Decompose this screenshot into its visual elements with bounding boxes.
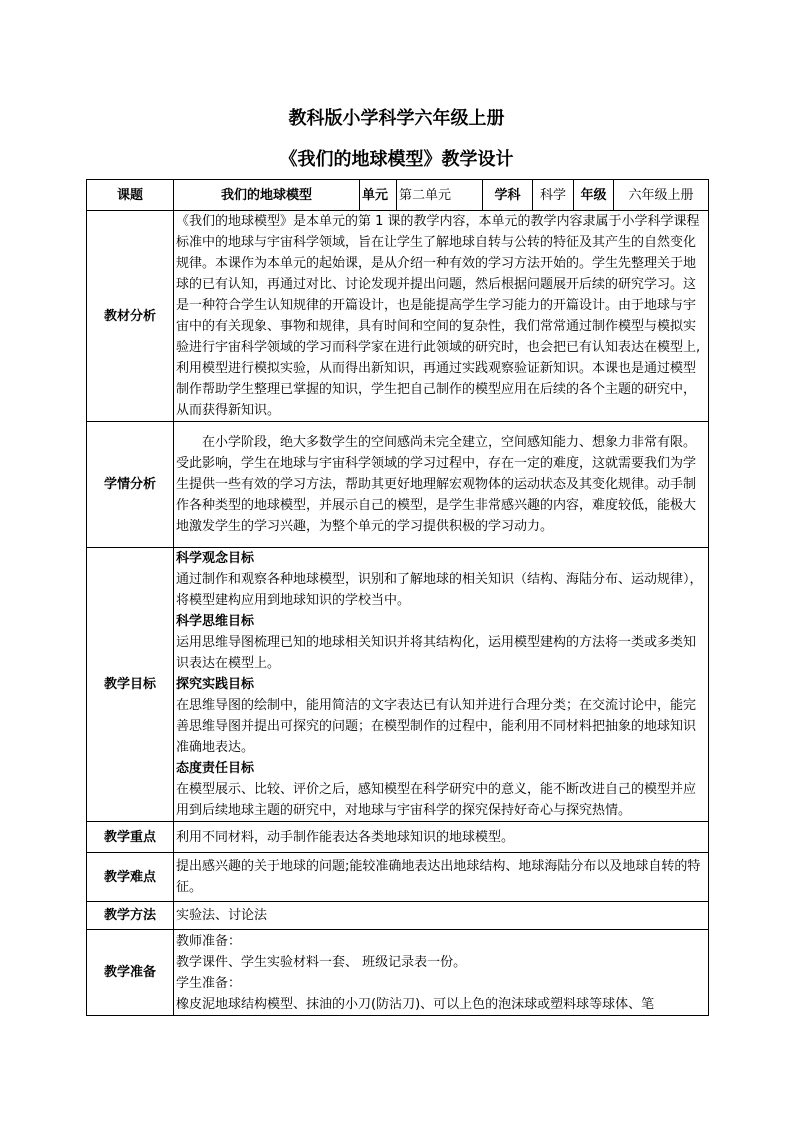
grade-value: 六年级上册 <box>614 180 709 211</box>
student-analysis-row <box>87 422 709 548</box>
key-points-row <box>87 822 709 853</box>
teacher-prep-title: 教师准备： <box>176 933 242 949</box>
lesson-title: 《我们的地球模型》教学设计 <box>279 149 514 170</box>
document-title: 教科版小学科学六年级上册 <box>288 108 505 129</box>
goal-attitude-title: 态度责任目标 <box>176 761 255 776</box>
topic-label: 课题 <box>87 180 174 211</box>
difficulties-content <box>174 853 709 902</box>
header-row <box>87 180 709 211</box>
methods-content <box>174 902 709 930</box>
subject-value: 科学 <box>533 180 574 211</box>
grade-label: 年级 <box>574 180 614 211</box>
goal-attitude-text: 在模型展示、比较、评价之后，感知模型在科学研究中的意义，能不断改进自己的模型并应用到后续地球主题的研究中，对地球与宇宙科学的探究保持好奇心与探究热情。 <box>176 782 697 818</box>
student-analysis-content <box>174 422 709 548</box>
student-analysis-text: 在小学阶段，绝大多数学生的空间感尚未完全建立，空间感知能力、想象力非常有限。受此影响，学生在地球与宇宙科学领域的学习过程中，存在一定的难度，这就需要我们为学生提供一些有效的学习方法，帮助其更好地理解宏观物体的运动状态及其变化规律。动手制作各种类型的地球模型，并展示自己的模型，是学生非常感兴趣的内容，难度较低，能极大地激发学生的学习兴趣，为整个单元的学习提供积极的学习动力。 <box>176 435 697 534</box>
student-prep-text: 橡皮泥地球结构模型、抹油的小刀(防沾刀)、可以上色的泡沫球或塑料球等球体、笔 <box>176 996 655 1012</box>
teaching-goals-row <box>87 548 709 822</box>
preparation-label: 教学准备 <box>87 930 174 1016</box>
unit-label: 单元 <box>360 180 397 211</box>
difficulties-row <box>87 853 709 902</box>
methods-row <box>87 902 709 930</box>
goal-thinking-title: 科学思维目标 <box>176 614 255 629</box>
key-points-text: 利用不同材料，动手制作能表达各类地球知识的地球模型。 <box>176 829 515 845</box>
key-points-content <box>174 822 709 853</box>
subject-label: 学科 <box>483 180 533 211</box>
teaching-goals-label: 教学目标 <box>87 548 174 822</box>
material-analysis-content <box>174 211 709 422</box>
goal-practice-text: 在思维导图的绘制中，能用简洁的文字表达已有认知并进行合理分类；在交流讨论中，能完善思维导图并提出可探究的问题；在模型制作的过程中，能利用不同材料把抽象的地球知识准确地表达。 <box>176 698 697 755</box>
material-analysis-text: 《我们的地球模型》是本单元的第 1 课的教学内容，本单元的教学内容隶属于小学科学课程标准中的地球与宇宙科学领域，旨在让学生了解地球自转与公转的特征及其产生的自然变化规律。本课作为本单元的起始课，是从介绍一种有效的学习方法开始的。学生先整理关于地球的已有认知，再通过对比、讨论发现并提出问题，然后根据问题展开后续的研究学习。这是一种符合学生认知规律的开篇设计，也是能提高学生学习能力的开篇设计。由于地球与宇宙中的有关现象、事物和规律，具有时间和空间的复杂性，我们常常通过制作模型与模拟实验进行宇宙科学领域的学习而科学家在进行此领域的研究时，也会把已有认知表达在模型上,利用模型进行模拟实验，从而得出新知识，再通过实践观察验证新知识。本课也是通过模型制作帮助学生整理已掌握的知识，学生把自己制作的模型应用在后续的各个主题的研究中，从而获得新知识。 <box>176 214 701 418</box>
lesson-plan-table <box>86 179 709 1016</box>
difficulties-label: 教学难点 <box>87 853 174 902</box>
goal-concept-title: 科学观念目标 <box>176 551 255 566</box>
key-points-label: 教学重点 <box>87 822 174 853</box>
preparation-content <box>174 930 709 1016</box>
student-prep-title: 学生准备： <box>176 975 242 991</box>
teaching-goals-content <box>174 548 709 822</box>
student-analysis-label: 学情分析 <box>87 422 174 548</box>
difficulties-text: 提出感兴趣的关于地球的问题;能较准确地表达出地球结构、地球海陆分布以及地球自转的特征。 <box>176 859 701 895</box>
goal-thinking-text: 运用思维导图梳理已知的地球相关知识并将其结构化，运用模型建构的方法将一类或多类知识表达在模型上。 <box>176 635 697 671</box>
topic-value: 我们的地球模型 <box>174 180 360 211</box>
material-analysis-row <box>87 211 709 422</box>
goal-concept-text: 通过制作和观察各种地球模型，识别和了解地球的相关知识（结构、海陆分布、运动规律），将模型建构应用到地球知识的学校当中。 <box>176 572 703 608</box>
methods-label: 教学方法 <box>87 902 174 930</box>
preparation-row <box>87 930 709 1016</box>
unit-value: 第二单元 <box>397 180 483 211</box>
methods-text: 实验法、讨论法 <box>176 908 268 923</box>
goal-practice-title: 探究实践目标 <box>176 677 255 692</box>
teacher-prep-text: 教学课件、学生实验材料一套、 班级记录表一份。 <box>176 954 467 970</box>
material-analysis-label: 教材分析 <box>87 211 174 422</box>
